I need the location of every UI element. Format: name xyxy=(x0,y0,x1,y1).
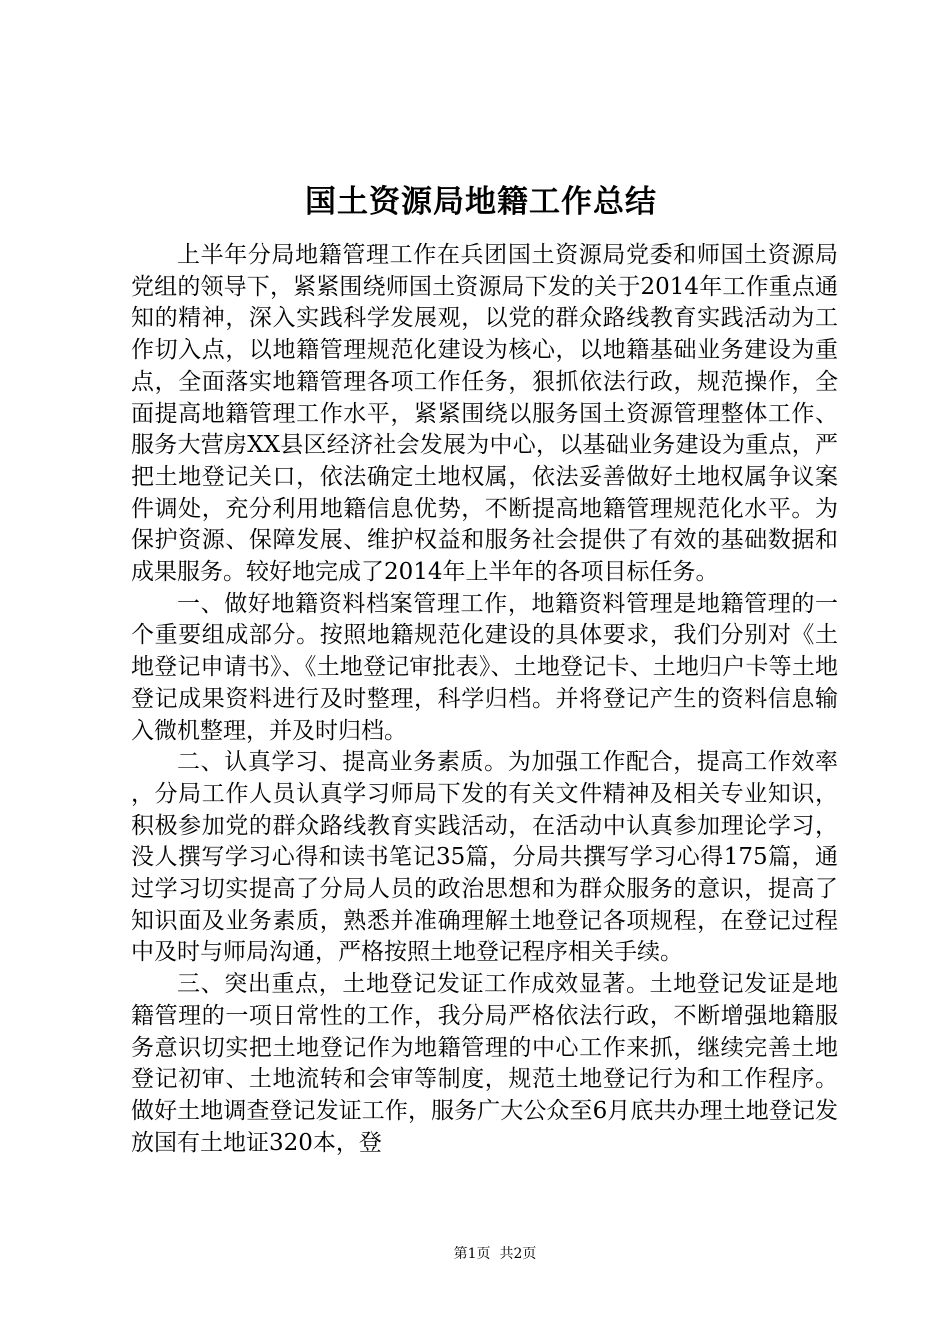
page-number-footer: 第1页 共2页 xyxy=(453,1246,537,1262)
paragraph-section-1: 一、做好地籍资料档案管理工作，地籍资料管理是地籍管理的一个重要组成部分。按照地籍规范化建设的具体要求，我们分别对《土地登记申请书》、《土地登记审批表》、土地登记卡、土地归户卡等土地登记成果资料进行及时整理，科学归档。并将登记产生的资料信息输入微机整理，并及时归档。 xyxy=(131,590,838,744)
paragraph-intro: 上半年分局地籍管理工作在兵团国土资源局党委和师国土资源局党组的领导下，紧紧围绕师国土资源局下发的关于2014年工作重点通知的精神，深入实践科学发展观，以党的群众路线教育实践活动为工作切入点，以地籍管理规范化建设为核心，以地籍基础业务建设为重点，全面落实地籍管理各项工作任务，狠抓依法行政，规范操作，全面提高地籍管理工作水平，紧紧围绕以服务国土资源管理整体工作、服务大营房XX县区经济社会发展为中心，以基础业务建设为重点，严把土地登记关口，依法确定土地权属，依法妥善做好土地权属争议案件调处，充分利用地籍信息优势，不断提高地籍管理规范化水平。为保护资源、保障发展、维护权益和服务社会提供了有效的基础数据和成果服务。较好地完成了2014年上半年的各项目标任务。 xyxy=(131,242,838,586)
paragraph-section-3: 三、突出重点，土地登记发证工作成效显著。土地登记发证是地籍管理的一项日常性的工作，我分局严格依法行政，不断增强地籍服务意识切实把土地登记作为地籍管理的中心工作来抓，继续完善土地登记初审、土地流转和会审等制度，规范土地登记行为和工作程序。做好土地调查登记发证工作，服务广大公众至6月底共办理土地登记发放国有土地证320本，登 xyxy=(131,971,838,1156)
document-title: 国土资源局地籍工作总结 xyxy=(305,184,657,220)
paragraph-section-2: 二、认真学习、提高业务素质。为加强工作配合，提高工作效率，分局工作人员认真学习师局下发的有关文件精神及相关专业知识，积极参加党的群众路线教育实践活动，在活动中认真参加理论学习，没人撰写学习心得和读书笔记35篇，分局共撰写学习心得175篇，通过学习切实提高了分局人员的政治思想和为群众服务的意识，提高了知识面及业务素质，熟悉并准确理解土地登记各项规程，在登记过程中及时与师局沟通，严格按照土地登记程序相关手续。 xyxy=(131,749,838,966)
document-body xyxy=(131,240,838,1159)
